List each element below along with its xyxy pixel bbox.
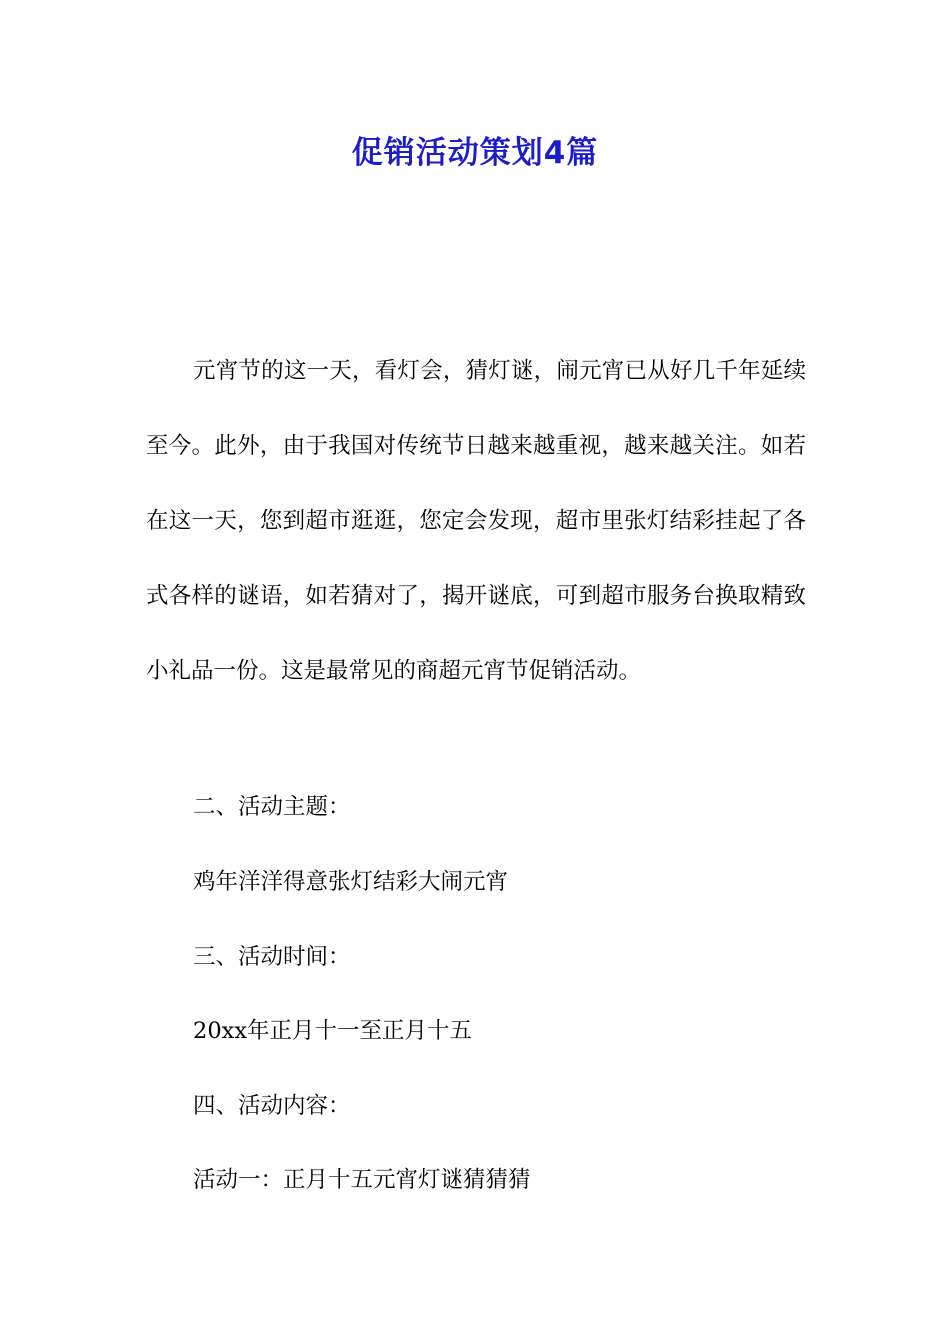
section-heading-theme: 二、活动主题： <box>193 794 351 820</box>
intro-paragraph: 元宵节的这一天，看灯会，猜灯谜，闹元宵已从好几千年延续至今。此外，由于我国对传统节日越来越重视，越来越关注。如若在这一天，您到超市逛逛，您定会发现，超市里张灯结彩挂起了各式各样的谜语，如若猜对了，揭开谜底，可到超市服务台换取精致小礼品一份。这是最常见的商超元宵节促销活动。 <box>146 358 806 684</box>
section-heading-content: 四、活动内容： <box>193 1093 351 1119</box>
section-content-time: 20xx年正月十一至正月十五 <box>193 1018 473 1044</box>
section-content-theme: 鸡年洋洋得意张灯结彩大闹元宵 <box>193 869 509 895</box>
section-content-activity-one: 活动一：正月十五元宵灯谜猜猜猜 <box>193 1167 531 1193</box>
section-heading-time: 三、活动时间： <box>193 944 351 970</box>
document-title: 促销活动策划4篇 <box>351 135 599 171</box>
